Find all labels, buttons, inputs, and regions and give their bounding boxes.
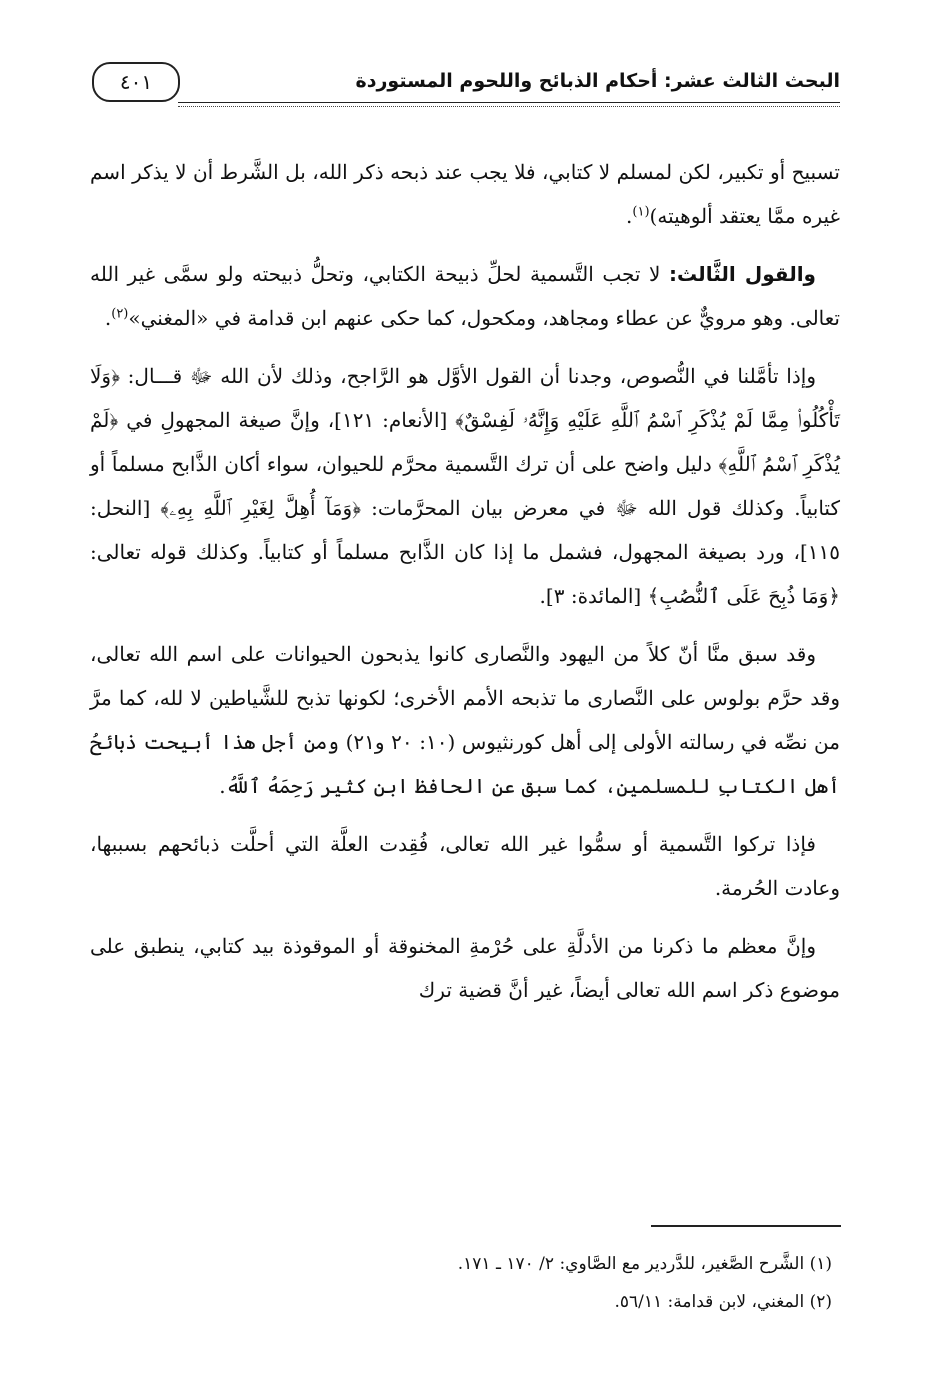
paragraph-1: تسبيح أو تكبير، لكن لمسلم لا كتابي، فلا يجب عند ذبحه ذكر الله، بل الشَّرط أن لا يذكر اسم غيره ممَّا يعتقد ألوهيته)$^{(١)}$.: [90, 160, 840, 228]
paragraph-5: فإذا تركوا التَّسمية أو سمُّوا غير الله تعالى، فُقِدت العلَّة التي أحلَّت ذبائحهم بسببها، وعادت الحُرمة.: [90, 832, 840, 900]
footnote-separator: [651, 1225, 841, 1227]
paragraph-4: وقد سبق منَّا أنّ كلاً من اليهود والنَّصارى كانوا يذبحون الحيوانات على اسم الله تعالى، وقد حرَّم بولوس على النَّصارى ما تذبحه الأمم الأخرى؛ لكونها تذبح للشَّياطين لا لله، كما مرَّ من نصِّه في رسالته الأولى إلى أهل كورنثيوس (١٠: ٢٠ و٢١) ومن أجل هذا أبيحت ذبائحُ أهل الكتابِ للمسلمين، كما سبق عن الحافظ ابن كثير رَحِمَهُ ٱللَّهُ.: [90, 642, 840, 798]
header-rule: [178, 102, 840, 103]
page-number: ٤٠١: [92, 62, 180, 102]
main-text: [90, 150, 840, 1026]
footnote-ref-2: (٢): [111, 306, 129, 322]
paragraph-2: والقول الثَّالث: لا تجب التَّسمية لحلِّ ذبيحة الكتابي، وتحلُّ ذبيحته ولو سمَّى غير الله تعالى. وهو مرويٌّ عن عطاء ومجاهد، ومكحول، كما حكى عنهم ابن قدامة في «المغني»$^{(٢)}$.: [90, 262, 840, 330]
paragraph-6: وإنَّ معظم ما ذكرنا من الأدلَّةِ على حُرْمةِ المخنوقة أو الموقوذة بيد كتابي، ينطبق على موضوع ذكر اسم الله تعالى أيضاً، غير أنَّ قضية ترك: [90, 934, 840, 1002]
footnotes: [90, 1245, 832, 1321]
paragraph-3: وإذا تأمَّلنا في النُّصوص، وجدنا أن القول الأوَّل هو الرَّاجح، وذلك لأن الله ﷻ قـــال: ﴿وَلَا تَأْكُلُوا۟ مِمَّا لَمْ يُذْكَرِ ٱسْمُ ٱللَّهِ عَلَيْهِ وَإِنَّهُۥ لَفِسْقٌ﴾ [الأنعام: ١٢١]، وإنَّ صيغة المجهولِ في ﴿لَمْ يُذْكَرِ ٱسْمُ ٱللَّهِ﴾ دليل واضح على أن ترك التَّسمية محرَّم للحيوان، سواء أكان الذَّابح مسلماً أو كتابياً. وكذلك قول الله ﷻ في معرض بيان المحرَّمات: ﴿وَمَآ أُهِلَّ لِغَيْرِ ٱللَّهِ بِهِۦ﴾ [النحل: ١١٥]، ورد بصيغة المجهول، فشمل ما إذا كان الذَّابح مسلماً أو كتابياً. وكذلك قوله تعالى: ﴿وَمَا ذُبِحَ عَلَى ٱلنُّصُبِ﴾ [المائدة: ٣].: [90, 364, 840, 608]
footnote-2: (٢) المغني، لابن قدامة: ٥٦/١١.: [614, 1292, 832, 1312]
header-dotted-rule: [178, 106, 840, 107]
footnote-ref-1: (١): [632, 204, 650, 220]
footnote-1: (١) الشَّرح الصَّغير، للدَّردير مع الصَّاوي: ٢/ ١٧٠ ـ ١٧١.: [457, 1254, 832, 1274]
third-opinion-heading: والقول الثَّالث:: [669, 262, 816, 286]
chapter-title: البحث الثالث عشر: أحكام الذبائح واللحوم المستوردة: [355, 70, 840, 92]
page-header: [92, 62, 840, 108]
